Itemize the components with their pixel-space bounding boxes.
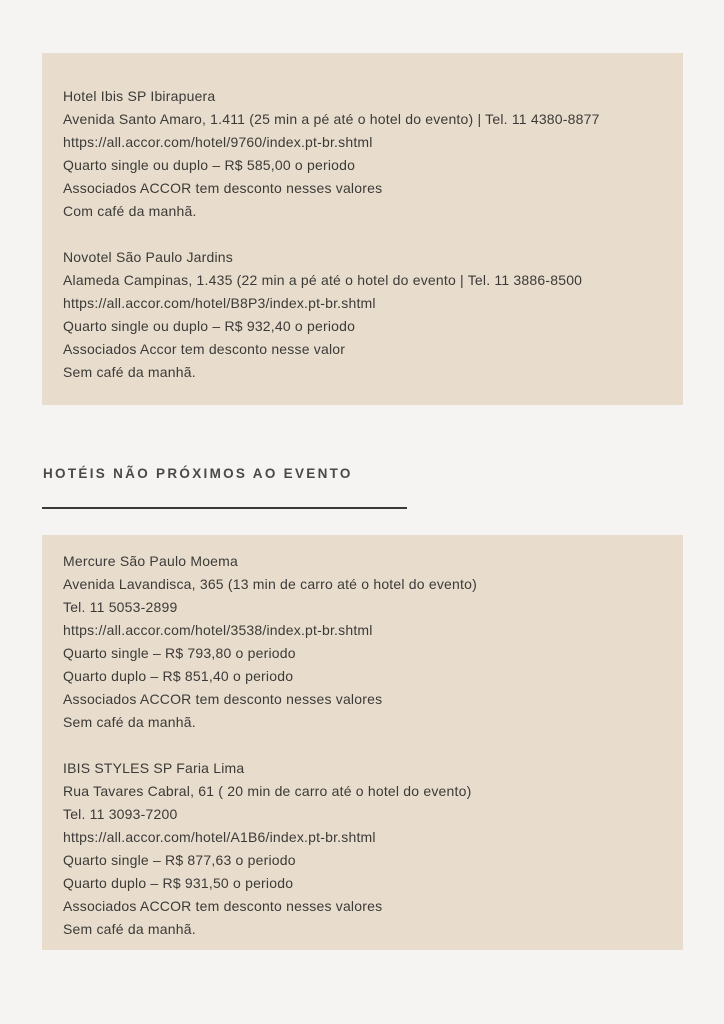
hotel-info-line: Associados ACCOR tem desconto nesses valores — [63, 180, 383, 196]
hotel-info-line: Sem café da manhã. — [63, 714, 196, 730]
hotel-info-line: Alameda Campinas, 1.435 (22 min a pé até o hotel do evento | Tel. 11 3886-8500 — [63, 272, 583, 288]
hotel-url[interactable]: https://all.accor.com/hotel/3538/index.pt-br.shtml — [63, 622, 373, 638]
heading-underline — [42, 507, 407, 509]
section-heading: HOTÉIS NÃO PRÓXIMOS AO EVENTO — [43, 466, 353, 481]
hotel-info-line: Associados ACCOR tem desconto nesses valores — [63, 898, 383, 914]
hotel-entry — [63, 85, 663, 223]
hotel-info-line: Quarto duplo – R$ 931,50 o periodo — [63, 875, 294, 891]
hotel-info-line: Sem café da manhã. — [63, 921, 196, 937]
hotel-name: Mercure São Paulo Moema — [63, 553, 239, 569]
hotel-entry — [63, 550, 663, 734]
hotel-url[interactable]: https://all.accor.com/hotel/9760/index.pt-br.shtml — [63, 134, 373, 150]
hotel-info-line: Com café da manhã. — [63, 203, 197, 219]
hotel-info-line: Tel. 11 3093-7200 — [63, 806, 178, 822]
hotel-entry — [63, 757, 663, 941]
hotel-info-line: Tel. 11 5053-2899 — [63, 599, 178, 615]
hotel-info-line: Quarto single ou duplo – R$ 932,40 o periodo — [63, 318, 356, 334]
hotel-name: Hotel Ibis SP Ibirapuera — [63, 88, 216, 104]
hotel-info-line: Quarto single ou duplo – R$ 585,00 o periodo — [63, 157, 356, 173]
hotel-name: IBIS STYLES SP Faria Lima — [63, 760, 245, 776]
hotel-info-line: Quarto duplo – R$ 851,40 o periodo — [63, 668, 294, 684]
hotel-info-line: Associados ACCOR tem desconto nesses valores — [63, 691, 383, 707]
hotel-card-not-near-event — [42, 535, 683, 950]
hotel-url[interactable]: https://all.accor.com/hotel/A1B6/index.pt-br.shtml — [63, 829, 376, 845]
hotel-info-line: Rua Tavares Cabral, 61 ( 20 min de carro até o hotel do evento) — [63, 783, 472, 799]
hotel-entry — [63, 246, 663, 384]
hotel-info-line: Associados Accor tem desconto nesse valor — [63, 341, 346, 357]
hotel-info-line: Avenida Santo Amaro, 1.411 (25 min a pé até o hotel do evento) | Tel. 11 4380-8877 — [63, 111, 600, 127]
hotel-card-near-event — [42, 53, 683, 405]
hotel-name: Novotel São Paulo Jardins — [63, 249, 233, 265]
hotel-info-line: Sem café da manhã. — [63, 364, 196, 380]
hotel-info-line: Quarto single – R$ 793,80 o periodo — [63, 645, 296, 661]
hotel-url[interactable]: https://all.accor.com/hotel/B8P3/index.pt-br.shtml — [63, 295, 376, 311]
hotel-info-line: Quarto single – R$ 877,63 o periodo — [63, 852, 296, 868]
hotel-info-line: Avenida Lavandisca, 365 (13 min de carro até o hotel do evento) — [63, 576, 477, 592]
